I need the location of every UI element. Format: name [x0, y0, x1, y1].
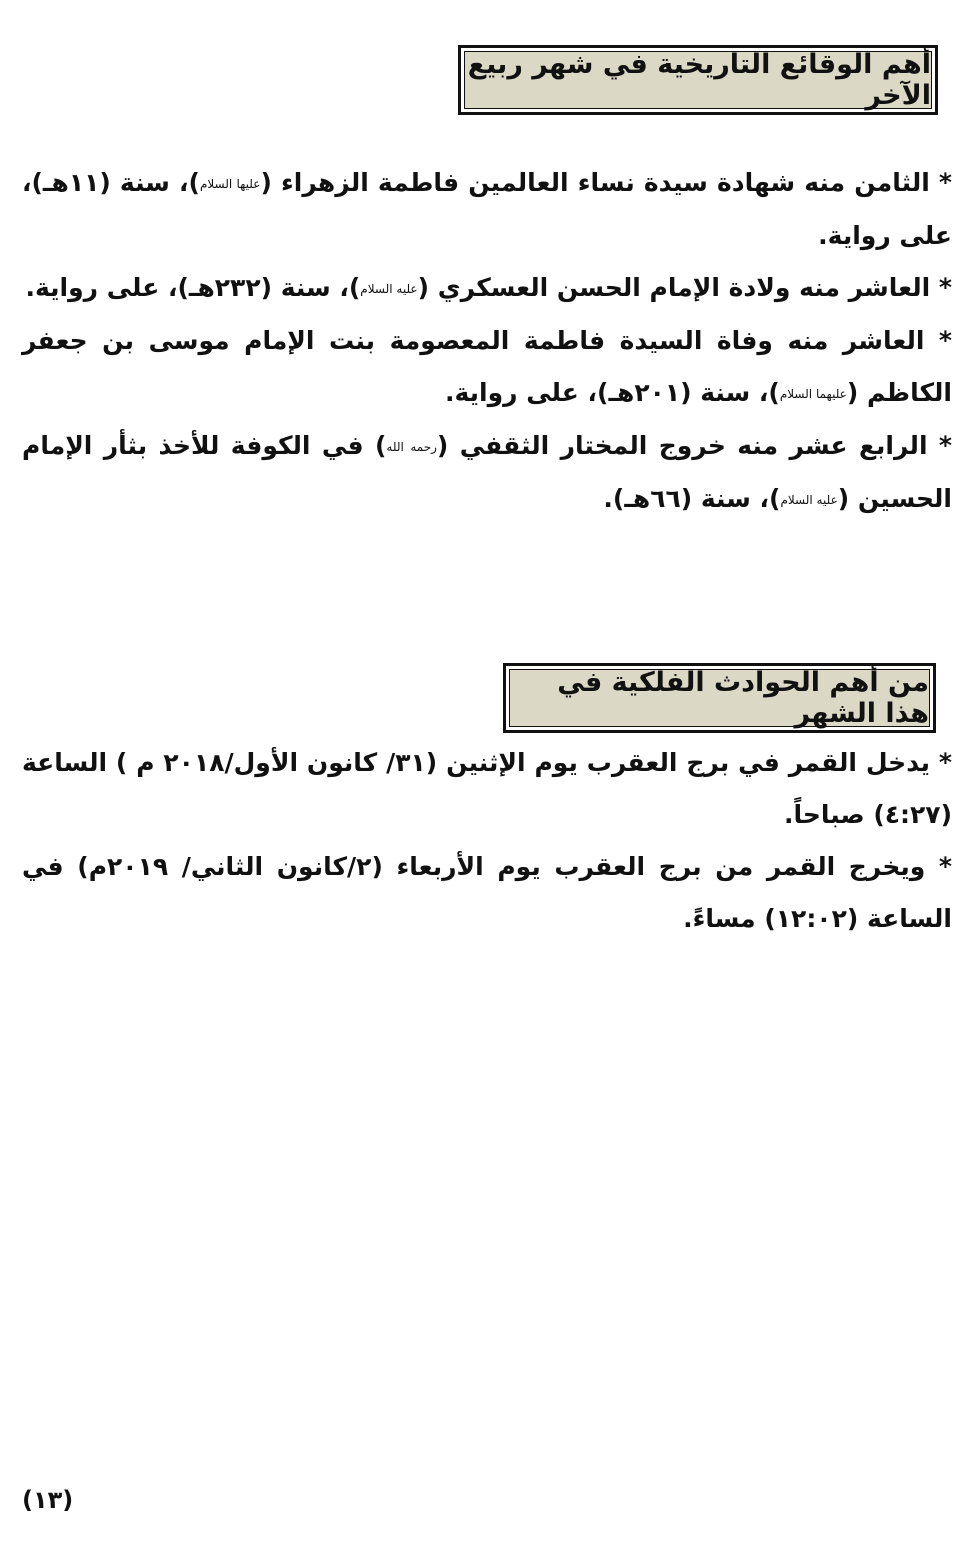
historical-events-list — [22, 157, 952, 526]
page-number: (١٣) — [22, 1486, 74, 1514]
item-text: )، سنة (٢٣٢هـ)، على رواية. — [25, 273, 361, 302]
item-text: * الرابع عشر منه خروج المختار الثقفي ( — [436, 431, 952, 460]
list-item — [22, 315, 952, 420]
item-text: )، سنة (٢٠١هـ)، على رواية. — [445, 378, 780, 407]
list-item — [22, 157, 952, 262]
item-text: * العاشر منه ولادة الإمام الحسن العسكري ( — [417, 273, 952, 302]
section-title: من أهم الحوادث الفلكية في هذا الشهر — [509, 669, 930, 727]
honorific: عليه السلام — [780, 493, 838, 507]
item-text: )، سنة (٦٦هـ). — [603, 484, 781, 513]
item-text: ) في الكوفة للأخذ بثأر الإمام الحسين ( — [22, 431, 952, 513]
section-title-box — [503, 663, 936, 733]
item-text: * العاشر منه وفاة السيدة فاطمة المعصومة بنت الإمام موسى بن جعفر الكاظم ( — [22, 326, 952, 407]
astronomical-events-list — [22, 737, 952, 945]
section-title: أهم الوقائع التاريخية في شهر ربيع الآخر — [464, 51, 932, 109]
honorific: رحمه الله — [386, 440, 437, 454]
list-item — [22, 420, 952, 526]
item-text: * الثامن منه شهادة سيدة نساء العالمين فاطمة الزهراء ( — [260, 168, 952, 197]
honorific: عليهما السلام — [779, 387, 847, 401]
item-text: )، سنة (١١هـ)، على رواية. — [22, 168, 952, 250]
list-item — [22, 262, 952, 315]
list-item: * ويخرج القمر من برج العقرب يوم الأربعاء (٢/كانون الثاني/ ٢٠١٩م) في الساعة (١٢:٠٢) مساءً. — [22, 852, 952, 933]
list-item: * يدخل القمر في برج العقرب يوم الإثنين (٣١/ كانون الأول/٢٠١٨ م ) الساعة (٤:٢٧) صباحاً. — [22, 748, 952, 829]
honorific: عليها السلام — [199, 177, 261, 191]
section-title-box — [458, 45, 938, 115]
honorific: عليه السلام — [360, 282, 418, 296]
